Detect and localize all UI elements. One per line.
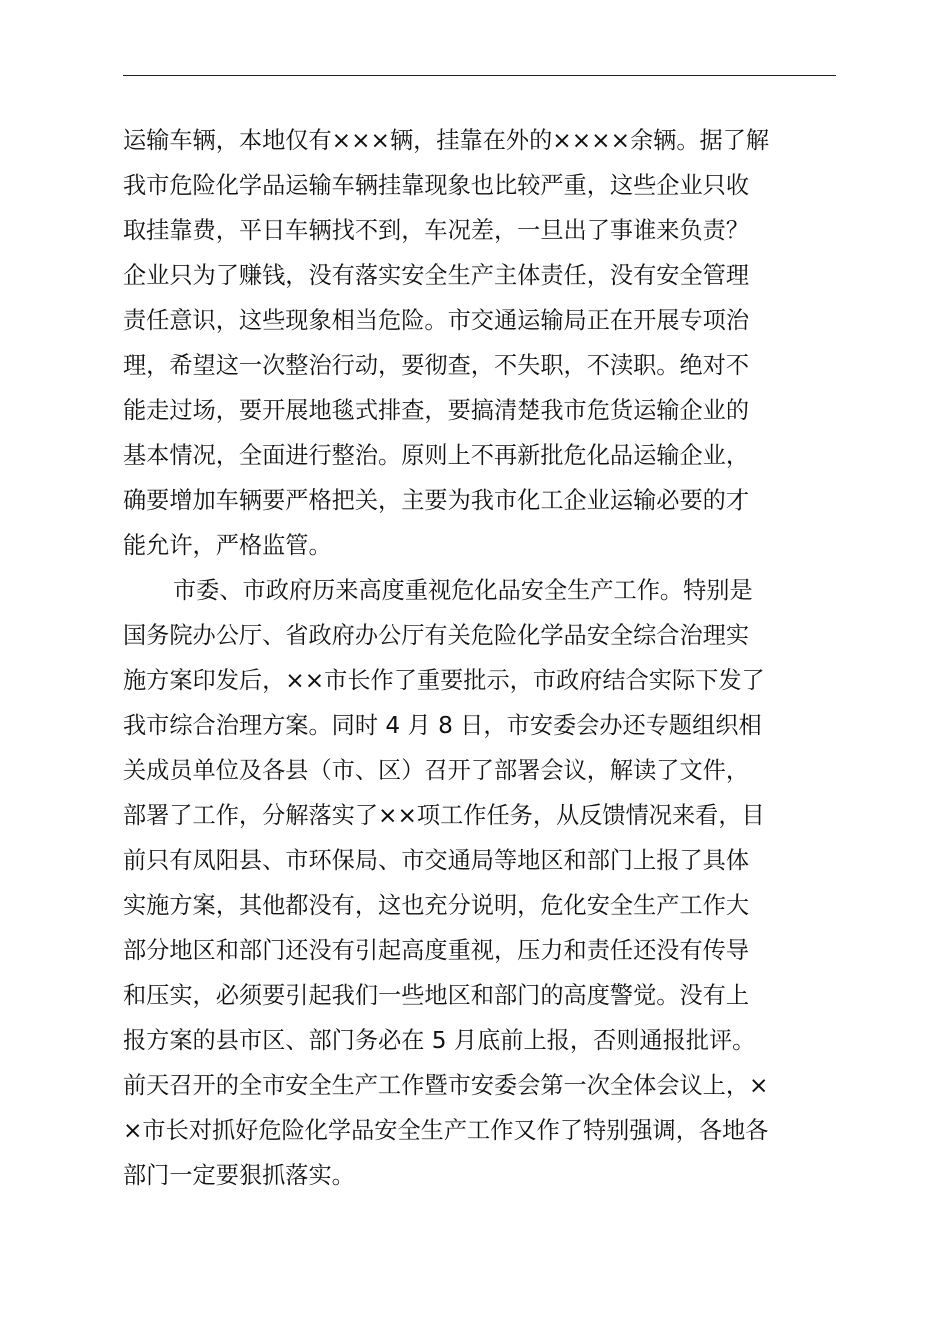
text-line: 运输车辆，本地仅有×××辆，挂靠在外的××××余辆。据了解 xyxy=(123,127,770,154)
text-line: 实施方案，其他都没有，这也充分说明，危化安全生产工作大 xyxy=(123,892,750,919)
text-line: 责任意识，这些现象相当危险。市交通运输局正在开展专项治 xyxy=(123,307,750,334)
text-line: ×市长对抓好危险化学品安全生产工作又作了特别强调，各地各 xyxy=(123,1117,769,1144)
text-line: 取挂靠费，平日车辆找不到，车况差，一旦出了事谁来负责？ xyxy=(123,217,750,244)
paragraph-start-line: 市委、市政府历来高度重视危化品安全生产工作。特别是 xyxy=(173,577,753,604)
text-line: 我市危险化学品运输车辆挂靠现象也比较严重，这些企业只收 xyxy=(123,172,750,199)
text-line: 基本情况，全面进行整治。原则上不再新批危化品运输企业， xyxy=(123,442,750,469)
text-line: 和压实，必须要引起我们一些地区和部门的高度警觉。没有上 xyxy=(123,982,750,1009)
text-line: 能允许，严格监管。 xyxy=(123,532,332,559)
text-line: 施方案印发后，××市长作了重要批示，市政府结合实际下发了 xyxy=(123,667,765,694)
text-line: 企业只为了赚钱，没有落实安全生产主体责任，没有安全管理 xyxy=(123,262,750,289)
text-line: 国务院办公厅、省政府办公厅有关危险化学品安全综合治理实 xyxy=(123,622,750,649)
text-line: 能走过场，要开展地毯式排查，要搞清楚我市危货运输企业的 xyxy=(123,397,750,424)
text-line: 我市综合治理方案。同时 4 月 8 日，市安委会办还专题组织相 xyxy=(123,712,762,739)
text-line: 前天召开的全市安全生产工作暨市安委会第一次全体会议上，× xyxy=(123,1072,769,1099)
text-line: 前只有凤阳县、市环保局、市交通局等地区和部门上报了具体 xyxy=(123,847,750,874)
text-line: 报方案的县市区、部门务必在 5 月底前上报，否则通报批评。 xyxy=(123,1027,756,1054)
text-line: 理，希望这一次整治行动，要彻查，不失职，不渎职。绝对不 xyxy=(123,352,750,379)
text-line: 部分地区和部门还没有引起高度重视，压力和责任还没有传导 xyxy=(123,937,750,964)
text-line: 关成员单位及各县（市、区）召开了部署会议，解读了文件， xyxy=(123,757,750,784)
text-line: 部署了工作，分解落实了××项工作任务，从反馈情况来看，目 xyxy=(123,802,765,829)
text-line: 确要增加车辆要严格把关，主要为我市化工企业运输必要的才 xyxy=(123,487,750,514)
body-text xyxy=(123,118,839,1198)
text-line: 部门一定要狠抓落实。 xyxy=(123,1162,355,1189)
header-rule xyxy=(123,75,836,76)
